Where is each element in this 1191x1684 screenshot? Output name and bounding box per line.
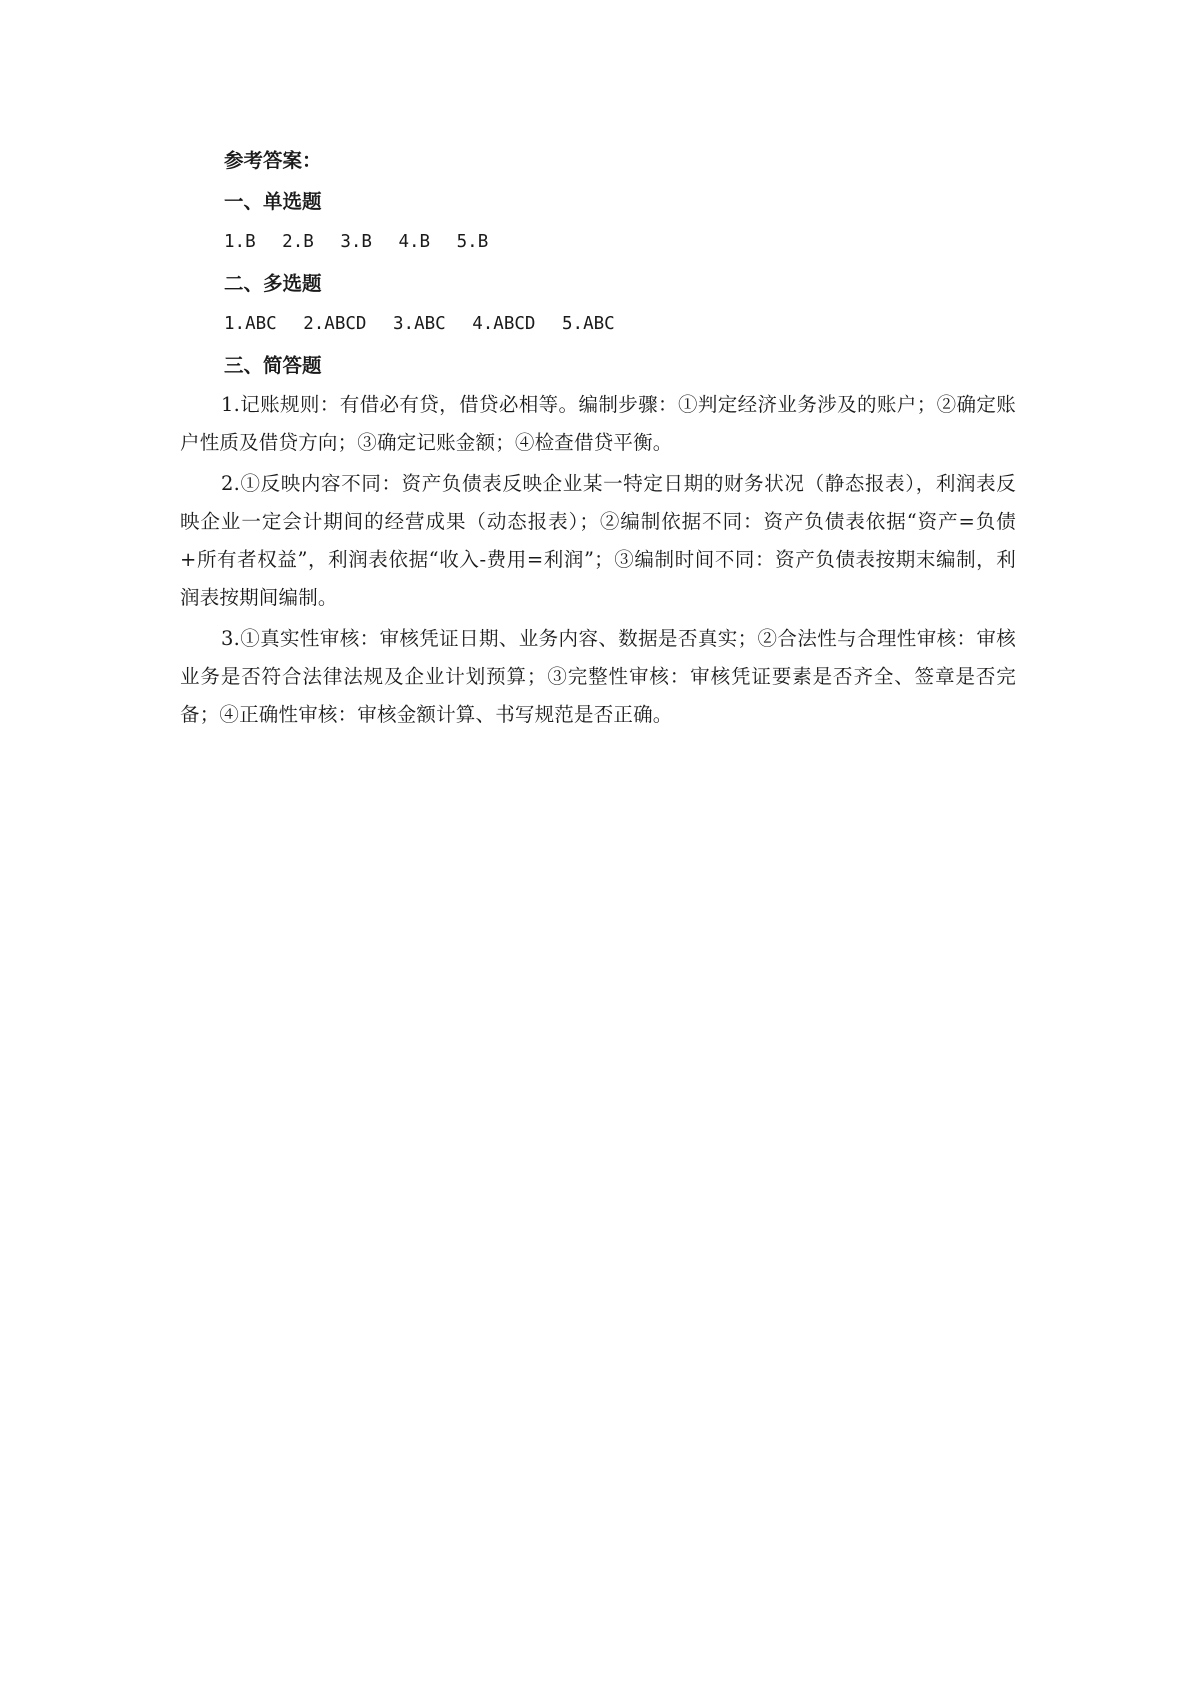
answer-item: 4.ABCD [472, 314, 536, 334]
answer-item: 2.ABCD [303, 314, 367, 334]
answer-item: 2.B [282, 232, 314, 252]
answer-item: 5.ABC [562, 314, 615, 334]
document-title: 参考答案： [224, 149, 322, 172]
answer-item: 4.B [398, 232, 431, 252]
multiple-choice-answers [180, 304, 1016, 345]
single-choice-answers [180, 222, 1016, 263]
short-answer-paragraph: 2.①反映内容不同：资产负债表反映企业某一特定日期的财务状况（静态报表），利润表反映企业一定会计期间的经营成果（动态报表）；②编制依据不同：资产负债表依据“资产=负债+所有者权益”，利润表依据“收入-费用=利润”；③编制时间不同：资产负债表按期末编制，利润表按期间编制。 [180, 472, 1016, 609]
section-heading-single-choice: 一、单选题 [224, 190, 322, 213]
section-heading-multiple-choice: 二、多选题 [224, 272, 322, 295]
answer-item: 1.ABC [224, 314, 277, 334]
answer-item: 3.B [340, 232, 372, 252]
section-heading-short-answer: 三、简答题 [224, 354, 322, 377]
short-answer-paragraph: 1.记账规则：有借必有贷，借贷必相等。编制步骤：①判定经济业务涉及的账户；②确定账户性质及借贷方向；③确定记账金额；④检查借贷平衡。 [180, 393, 1016, 454]
answer-item: 3.ABC [393, 314, 446, 334]
answer-item: 5.B [456, 232, 489, 252]
document-page [180, 140, 1016, 734]
answer-item: 1.B [224, 232, 256, 252]
short-answer-paragraph: 3.①真实性审核：审核凭证日期、业务内容、数据是否真实；②合法性与合理性审核：审核业务是否符合法律法规及企业计划预算；③完整性审核：审核凭证要素是否齐全、签章是否完备；④正确性审核：审核金额计算、书写规范是否正确。 [180, 627, 1016, 726]
